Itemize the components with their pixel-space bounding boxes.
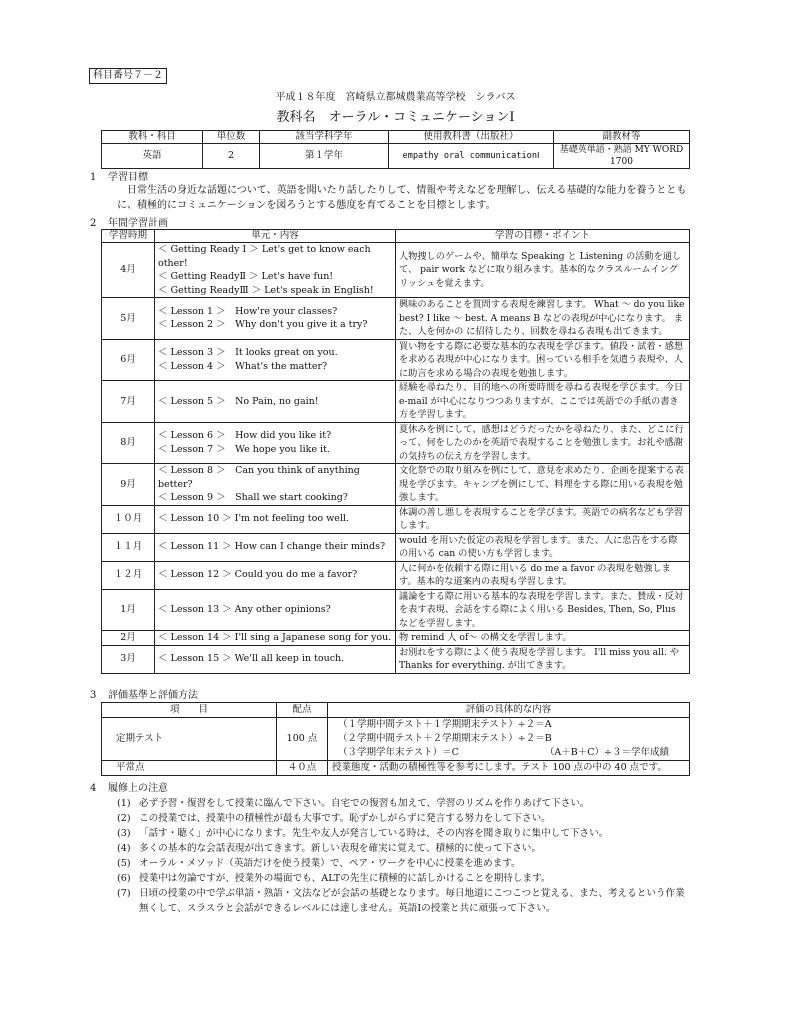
note-item xyxy=(117,796,692,811)
plan-unit-line: ＜ Getting ReadyⅡ ＞ Let's have fun! xyxy=(158,271,334,282)
plan-month: １０月 xyxy=(102,505,155,533)
plan-goal: 文化祭での取り組みを例にして、意見を求めたり、企画を提案する表現を学びます。キャンプを例にして、料理をする際に用いる表現を勉強します。 xyxy=(396,464,690,506)
plan-unit-line: ＜ Lesson 3 ＞ It looks great on you. xyxy=(158,347,338,359)
eval-item: 定期テスト xyxy=(102,718,277,761)
plan-units xyxy=(155,298,396,340)
eval-header-cell: 項 目 xyxy=(102,703,277,718)
evaluation-header xyxy=(102,703,690,718)
evaluation-row xyxy=(102,718,690,761)
section-4-heading: 4 履修上の注意 xyxy=(90,783,168,794)
eval-points: ４０点 xyxy=(277,761,328,776)
plan-goal: 人物捜しのゲームや、簡単な Speaking と Listening の活動を通して、 pair work などに取り組みます。基本的なクラスルームイングリッシュを覚えます。 xyxy=(396,243,690,298)
school-line: 平成１８年度 宮崎県立都城農業高等学校 シラバス xyxy=(275,92,516,103)
plan-row xyxy=(102,243,690,298)
note-item xyxy=(117,841,692,856)
note-text: 日頃の授業の中で学ぶ単語・熟語・文法などが会話の基礎となります。毎日地道にこつこつと覚える、また、考えるという作業無くして、スラスラと会話ができるレベルには達しません。英語Ⅰの授業と共に頑張って下さい。 xyxy=(139,888,685,914)
section-3-heading: 3 評価基準と評価方法 xyxy=(90,690,198,701)
note-text: 多くの基本的な会話表現が出てきます。新しい表現を確実に覚えて、積極的に使って下さい。 xyxy=(139,843,541,854)
plan-month: 5月 xyxy=(102,298,155,340)
plan-unit-line: ＜ Lesson 10 ＞ I'm not feeling too well. xyxy=(158,513,349,525)
plan-goal: お別れをする際によく使う表現を学習します。 I'll miss you all. や Thanks for everything. が出てきます。 xyxy=(396,645,690,673)
plan-units xyxy=(155,589,396,631)
subject-code-box: 科目番号７－２ xyxy=(89,68,167,84)
plan-row xyxy=(102,533,690,561)
info-header-cell: 単位数 xyxy=(203,131,260,144)
plan-unit-line: ＜ Lesson 7 ＞ We hope you like it. xyxy=(158,443,330,455)
plan-unit-line: ＜ Lesson 12 ＞ Could you do me a favor? xyxy=(158,569,358,581)
plan-units xyxy=(155,381,396,423)
plan-month: １２月 xyxy=(102,561,155,589)
evaluation-row xyxy=(102,761,690,776)
eval-detail xyxy=(328,718,690,761)
plan-units xyxy=(155,533,396,561)
plan-goal: would を用いた仮定の表現を学習します。また、人に忠告をする際の用いる can の使い方も学習します。 xyxy=(396,533,690,561)
note-item xyxy=(117,811,692,826)
plan-month: 4月 xyxy=(102,243,155,298)
note-item xyxy=(117,871,692,886)
plan-month: 8月 xyxy=(102,422,155,464)
note-number: (7) xyxy=(117,888,131,899)
eval-header-cell: 評価の具体的な内容 xyxy=(328,703,690,718)
note-item xyxy=(117,856,692,871)
info-cell: 第１学年 xyxy=(260,144,389,169)
plan-goal: 夏休みを例にして、感想はどうだったかを尋ねたり、また、どこに行って、何をしたのかを英語で表現することを勉強します。お礼や感謝の気持ちの伝え方を学習します。 xyxy=(396,422,690,464)
notes-list xyxy=(117,796,692,916)
plan-goal: 買い物をする際に必要な基本的な表現を学びます。値段・試着・感想を求める表現が中心になります。困っている相手を気遣う表現や、人に助言を求める場合の表現を勉強します。 xyxy=(396,339,690,381)
plan-unit-line: ＜ Lesson 9 ＞ Shall we start cooking? xyxy=(158,492,348,503)
plan-unit-line: ＜ Lesson 8 ＞ Can you think of anything better? xyxy=(158,465,360,490)
plan-unit-line: ＜ Lesson 15 ＞ We'll all keep in touch. xyxy=(158,653,345,665)
plan-table xyxy=(101,229,690,674)
note-text: 必ず予習・復習をして授業に臨んで下さい。自宅での復習も加えて、学習のリズムを作りあげて下さい。 xyxy=(139,798,590,809)
section-1-heading: 1 学習目標 xyxy=(90,172,148,183)
plan-unit-line: ＜ Getting ReadyⅢ ＞ Let's speak in English! xyxy=(158,284,374,296)
info-table-header xyxy=(102,131,690,144)
plan-unit-line: ＜ Lesson 14 ＞ I'll sing a Japanese song for you. xyxy=(158,632,392,643)
info-header-cell: 使用教科書（出版社） xyxy=(389,131,554,144)
plan-units xyxy=(155,505,396,533)
info-table xyxy=(101,130,690,169)
plan-unit-line: ＜ Lesson 4 ＞ What's the matter? xyxy=(158,360,328,372)
plan-row xyxy=(102,464,690,506)
plan-month: 1月 xyxy=(102,589,155,631)
plan-table-body xyxy=(102,243,690,674)
note-text: 授業中は勿論ですが、授業外の場面でも、ALTの先生に積極的に話しかけることを期待します。 xyxy=(139,873,551,884)
plan-row xyxy=(102,298,690,340)
plan-units xyxy=(155,631,396,646)
eval-formula: （A＋B＋C）÷３＝学年成績 xyxy=(544,747,669,758)
eval-line: （２学期中間テスト＋２学期期末テスト）÷２＝B xyxy=(338,733,552,744)
note-number: (6) xyxy=(117,873,131,884)
eval-detail: 授業態度・活動の積極性等を参考にします。テスト 100 点の中の 40 点です。 xyxy=(328,761,690,776)
plan-row xyxy=(102,339,690,381)
plan-unit-line: ＜ Lesson 5 ＞ No Pain, no gain! xyxy=(158,395,319,407)
plan-unit-line: ＜ Lesson 2 ＞ Why don't you give it a try? xyxy=(158,319,368,331)
note-text: オーラル・メソッド（英語だけを使う授業）で、ペア・ワークを中心に授業を進めます。 xyxy=(139,858,521,869)
plan-header-cell: 学習の目標・ポイント xyxy=(396,230,690,243)
plan-units xyxy=(155,464,396,506)
section-1-text: 日常生活の身近な話題について、英語を聞いたり話したりして、情報や考えなどを理解し、伝える基礎的な能力を養うとともに、積極的にコミュニケーションを図ろうとする態度を育てることを目標とします。 xyxy=(117,185,687,211)
info-header-cell: 教科・科目 xyxy=(102,131,203,144)
info-cell: 英語 xyxy=(102,144,203,169)
note-text: 「話す・聴く」が中心になります。先生や友人が発言している時は、その内容を聞き取りに集中して下さい。 xyxy=(139,828,609,839)
info-table-row xyxy=(102,144,690,169)
plan-month: 2月 xyxy=(102,631,155,646)
plan-header-cell: 学習時期 xyxy=(102,230,155,243)
plan-units xyxy=(155,339,396,381)
plan-unit-line: ＜ Lesson 6 ＞ How did you like it? xyxy=(158,430,332,442)
plan-unit-line: ＜ Lesson 11 ＞ How can I change their minds? xyxy=(158,541,386,553)
plan-goal: 興味のあることを質問する表現を練習します。 What 〜 do you like best? I like 〜 best. A means B などの表現が中心になります。 また、人を何かの に招待したり、回数を尋ねる表現も出てきます。 xyxy=(396,298,690,340)
info-cell: empathy oral communicationⅠ xyxy=(389,144,554,169)
note-item xyxy=(117,886,692,916)
info-cell: 2 xyxy=(203,144,260,169)
plan-goal: 議論をする際に用いる基本的な表現を学習します。また、賛成・反対を表す表現、会話をする際によく用いる Besides, Then, So, Plus などを学習します。 xyxy=(396,589,690,631)
section-2-heading: 2 年間学習計画 xyxy=(90,218,168,229)
subject-title: 教科名 オーラル・コミュニケーションⅠ xyxy=(276,110,515,125)
plan-goal: 経験を尋ねたり、目的地への所要時間を尋ねる表現を学びます。今日 e-mail が中心になりつつありますが、ここでは英語での手紙の書き方を学習します。 xyxy=(396,381,690,423)
plan-units xyxy=(155,422,396,464)
plan-table-header xyxy=(102,230,690,243)
eval-line: （３学期学年末テスト）＝C xyxy=(338,747,459,758)
note-text: この授業では、授業中の積極性が最も大事です。恥ずかしがらずに発言する努力をして下さい。 xyxy=(139,813,551,824)
note-number: (5) xyxy=(117,858,131,869)
plan-units xyxy=(155,243,396,298)
eval-points: 100 点 xyxy=(277,718,328,761)
plan-month: 3月 xyxy=(102,645,155,673)
plan-month: 7月 xyxy=(102,381,155,423)
evaluation-table xyxy=(101,702,690,776)
plan-row xyxy=(102,645,690,673)
plan-row xyxy=(102,561,690,589)
note-number: (1) xyxy=(117,798,131,809)
info-header-cell: 該当学科学年 xyxy=(260,131,389,144)
plan-row xyxy=(102,589,690,631)
plan-month: 9月 xyxy=(102,464,155,506)
plan-units xyxy=(155,645,396,673)
plan-month: １１月 xyxy=(102,533,155,561)
eval-header-cell: 配点 xyxy=(277,703,328,718)
plan-row xyxy=(102,381,690,423)
plan-goal: 人に何かを依頼する際に用いる do me a favor の表現を勉強します。基本的な道案内の表現も学習します。 xyxy=(396,561,690,589)
note-item xyxy=(117,826,692,841)
plan-month: 6月 xyxy=(102,339,155,381)
plan-goal: 体調の善し悪しを表現することを学びます。英語での病名なども学習します。 xyxy=(396,505,690,533)
eval-item: 平常点 xyxy=(102,761,277,776)
plan-unit-line: ＜ Lesson 1 ＞ How're your classes? xyxy=(158,305,338,317)
note-number: (2) xyxy=(117,813,131,824)
info-header-cell: 副教材等 xyxy=(554,131,690,144)
plan-row xyxy=(102,631,690,646)
plan-units xyxy=(155,561,396,589)
eval-line: （１学期中間テスト＋１学期期末テスト）÷２＝A xyxy=(338,719,552,730)
note-number: (3) xyxy=(117,828,131,839)
plan-row xyxy=(102,422,690,464)
plan-unit-line: ＜ Lesson 13 ＞ Any other opinions? xyxy=(158,604,331,615)
plan-unit-line: ＜ Getting Ready Ⅰ ＞ Let's get to know each other! xyxy=(158,244,371,269)
plan-header-cell: 単元・内容 xyxy=(155,230,396,243)
plan-goal: 物 remind 人 of〜 の構文を学習します。 xyxy=(396,631,690,646)
plan-row xyxy=(102,505,690,533)
eval-line-row xyxy=(338,746,685,760)
note-number: (4) xyxy=(117,843,131,854)
info-cell: 基礎英単語・熟語 MY WORD 1700 xyxy=(554,144,690,169)
